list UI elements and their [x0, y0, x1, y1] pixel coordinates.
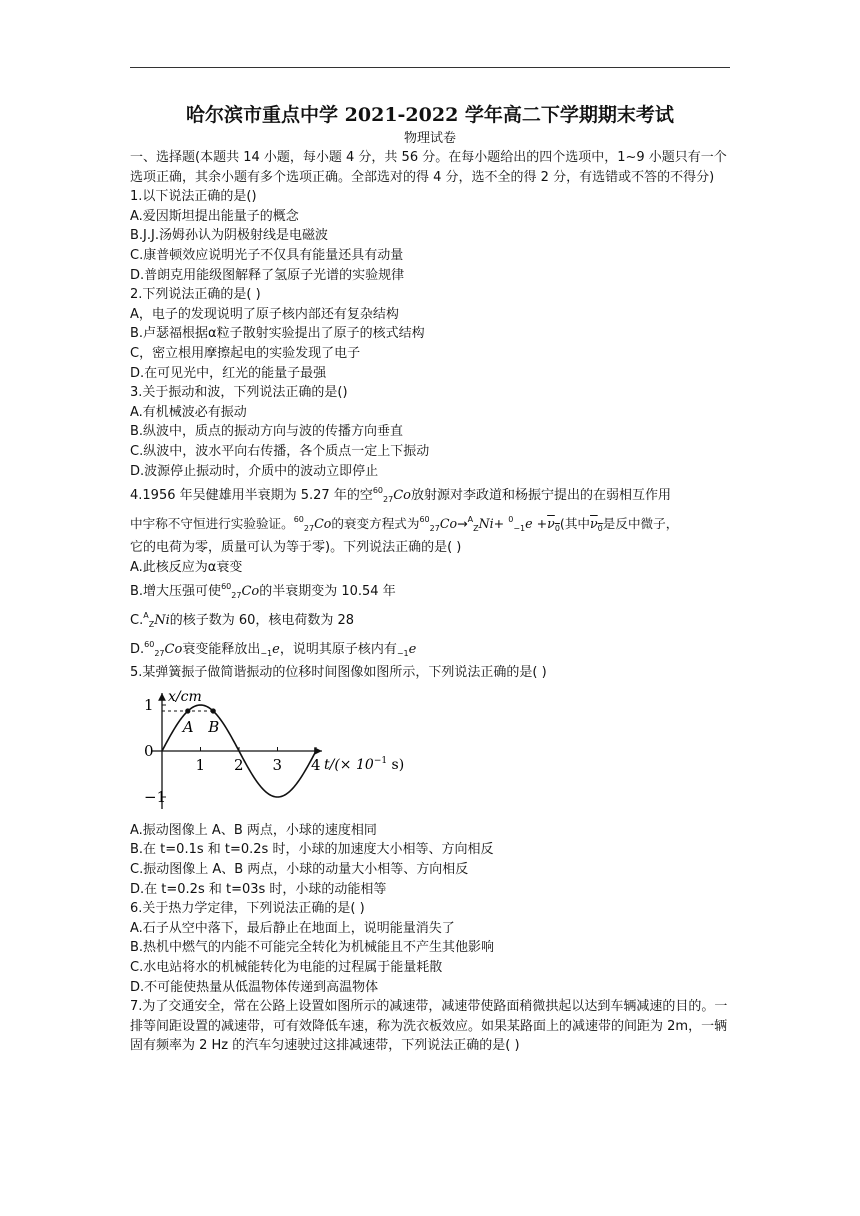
q4-text: 中宇称不守恒进行实验验证。 — [130, 515, 294, 531]
q4-option-d: D.$^{60}_{27}$Co衰变能释放出$_{-1}$e，说明其原子核内有$_{-1}$e — [130, 635, 730, 664]
q2-stem: 2.下列说法正确的是( ) — [130, 287, 261, 303]
ab-points — [181, 708, 219, 736]
point-b — [211, 708, 216, 713]
q3-option-d: D.波源停止振动时，介质中的波动立即停止 — [130, 463, 379, 479]
q1-stem: 1.以下说法正确的是() — [130, 189, 257, 205]
displacement-time-graph — [130, 687, 430, 815]
point-a-label: A — [182, 717, 194, 736]
exam-subtitle: 物理试卷 — [403, 131, 456, 146]
q7-stem: 7.为了交通安全，常在公路上设置如图所示的减速带，减速带使路面稍微拱起以达到车辆减速的目的。一排等间距设置的减速带，可有效降低车速，称为洗衣板效应。如果某路面上的减速带的间距为 2m，一辆固有频率为 2 Hz 的汽车匀速驶过这排减速带，下列说法正确的是( ) — [130, 999, 728, 1054]
electron-symbol: $_{-1}$e — [396, 641, 417, 658]
electron-symbol: $_{-1}$e — [260, 641, 280, 658]
q5-option-b: B.在 t=0.1s 和 t=0.2s 时，小球的加速度大小相等、方向相反 — [130, 842, 494, 858]
q4-line-3: 它的电荷为零，质量可认为等于零)。下列说法正确的是( ) — [130, 540, 462, 556]
point-a — [185, 708, 190, 713]
antineutrino-symbol: $\nu_0$ — [590, 515, 603, 533]
q3-option-c: C.纵波中，波水平向右传播，各个质点一定上下振动 — [130, 443, 430, 459]
q2-option-b: B.卢瑟福根据α粒子散射实验提出了原子的核式结构 — [130, 326, 425, 342]
x-tick-label: 2 — [234, 755, 244, 774]
q6-option-c: C.水电站将水的机械能转化为电能的过程属于能量耗散 — [130, 960, 443, 975]
exam-title: 哈尔滨市重点中学 2021-2022 学年高二下学期期末考试 — [186, 104, 674, 126]
q3-stem: 3.关于振动和波，下列说法正确的是() — [130, 385, 348, 401]
q2-option-a: A，电子的发现说明了原子核内部还有复杂结构 — [130, 306, 399, 322]
q5-option-a: A.振动图像上 A、B 两点，小球的速度相同 — [130, 822, 377, 838]
q1-option-a: A.爱因斯坦提出能量子的概念 — [130, 208, 299, 224]
q1-option-b: B.J.J.汤姆孙认为阴极射线是电磁波 — [130, 228, 328, 244]
x-axis-label: $t/(\times 10^{-1}$ s) — [324, 755, 405, 773]
q5-stem: 5.某弹簧振子做简谐振动的位移时间图像如图所示，下列说法正确的是( ) — [130, 665, 547, 681]
q4-line-2 — [130, 510, 730, 539]
q2-option-c: C，密立根用摩擦起电的实验发现了电子 — [130, 345, 361, 361]
q1-option-d: D.普朗克用能级图解释了氢原子光谱的实验规律 — [130, 267, 405, 283]
cobalt-nuclide: $^{60}_{27}$Co — [293, 514, 332, 533]
q3-option-b: B.纵波中，质点的振动方向与波的传播方向垂直 — [130, 424, 404, 440]
q4-text: (其中 — [559, 515, 591, 531]
q4-text: 是反中微子， — [602, 515, 679, 531]
q4-option-c: C.$^A_Z$Ni的核子数为 60，核电荷数为 28 — [130, 606, 730, 635]
nickel-nuclide: $^A_Z$Ni — [143, 611, 170, 630]
cobalt-nuclide: $^{60}_{27}$Co — [144, 639, 183, 658]
q4-text: 4.1956 年吴健雄用半衰期为 5.27 年的空 — [130, 488, 373, 504]
x-tick-label: 1 — [195, 755, 206, 774]
header-rule — [130, 67, 730, 68]
exam-page — [130, 100, 730, 1056]
cobalt-nuclide: $^{60}_{27}$Co — [419, 514, 458, 533]
q4-option-a: A.此核反应为α衰变 — [130, 559, 243, 575]
q6-option-d: D.不可能使热量从低温物体传递到高温物体 — [130, 979, 379, 995]
q6-option-b: B.热机中燃气的内能不可能完全转化为机械能且不产生其他影响 — [130, 940, 495, 956]
q5-option-d: D.在 t=0.2s 和 t=03s 时，小球的动能相等 — [130, 881, 387, 897]
y-tick-label: 1 — [144, 695, 154, 714]
electron-symbol: $^0_{-1}$e — [508, 514, 533, 533]
q4-line-1 — [130, 481, 730, 510]
arrow-symbol: → — [457, 515, 468, 531]
q4-text: 的衰变方程式为 — [331, 515, 420, 531]
plus-symbol: + — [536, 515, 548, 531]
x-tick-label: 3 — [272, 755, 283, 774]
nickel-nuclide: $^A_Z$Ni — [467, 514, 494, 533]
q6-option-a: A.石子从空中落下，最后静止在地面上，说明能量消失了 — [130, 920, 455, 936]
q4-option-b: B.增大压强可使$^{60}_{27}$Co的半衰期变为 10.54 年 — [130, 577, 730, 606]
q2-option-d: D.在可见光中，红光的能量子最强 — [130, 365, 327, 381]
q6-stem: 6.关于热力学定律，下列说法正确的是( ) — [130, 901, 365, 917]
y-tick-label: 0 — [144, 741, 154, 760]
y-tick-label: −1 — [144, 787, 167, 806]
y-axis-label: x/cm — [168, 688, 202, 705]
cobalt-nuclide: $^{60}_{27}$Co — [372, 486, 411, 505]
antineutrino-symbol: $\nu_0$ — [547, 515, 560, 533]
cobalt-nuclide: $^{60}_{27}$Co — [221, 582, 260, 601]
section-instructions: 一、选择题(本题共 14 小题，每小题 4 分，共 56 分。在每小题给出的四个选项中，1~9 小题只有一个选项正确，其余小题有多个选项正确。全部选对的得 4 分，选不全的得 2 分，有选错或不答的不得分) — [130, 150, 727, 185]
x-tick-label: 4 — [311, 755, 321, 774]
q4-text: 放射源对李政道和杨振宁提出的在弱相互作用 — [411, 488, 672, 504]
q5-option-c: C.振动图像上 A、B 两点，小球的动量大小相等、方向相反 — [130, 862, 469, 878]
q1-option-c: C.康普顿效应说明光子不仅具有能量还具有动量 — [130, 247, 404, 263]
point-b-label: B — [208, 717, 220, 736]
plus-symbol: + — [493, 515, 505, 531]
q3-option-a: A.有机械波必有振动 — [130, 404, 247, 420]
